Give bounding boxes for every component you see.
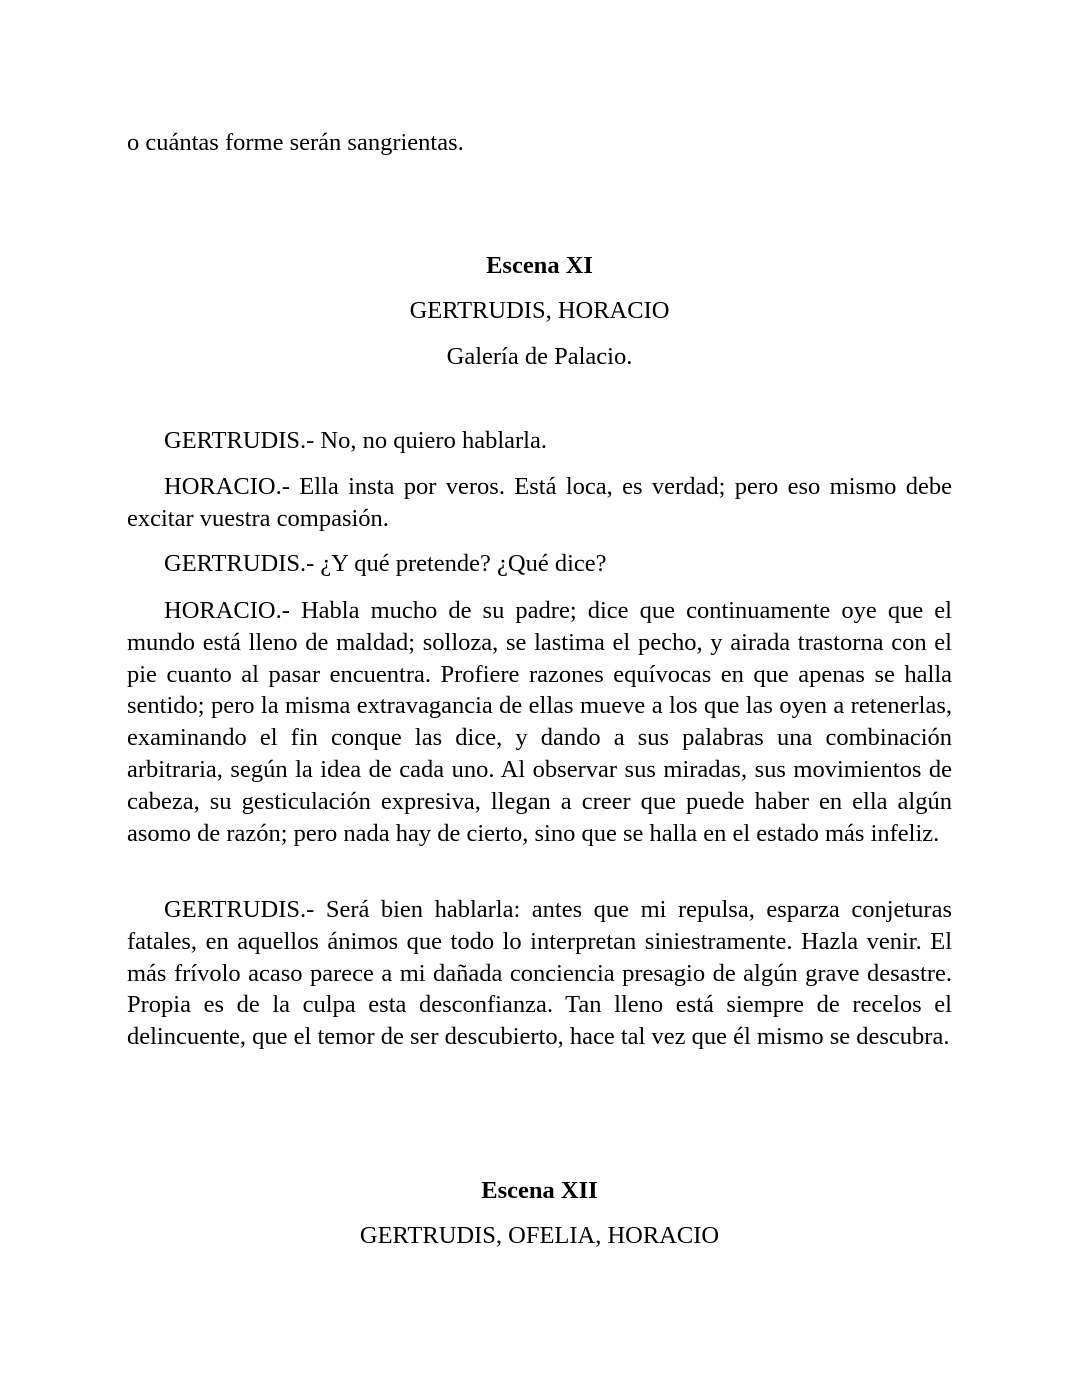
dialogue-line: HORACIO.- Habla mucho de su padre; dice que continuamente oye que el mundo está lleno de maldad; solloza, se lastima el pecho, y airada trastorna con el pie cuanto al pasar encuentra. Profiere razones equívocas en que apenas se halla sentido; pero la misma extravagancia de ellas mueve a los que las oyen a retenerlas, examinando el fin conque las dice, y dando a sus palabras una combinación arbitraria, según la idea de cada uno. Al observar sus miradas, sus movimientos de cabeza, su gesticulación expresiva, llegan a creer que puede haber en ella algún asomo de razón; pero nada hay de cierto, sino que se halla en el estado más infeliz.	[127, 597, 952, 847]
scene-12-characters: GERTRUDIS, OFELIA, HORACIO	[359, 1222, 720, 1249]
scene-11-title: Escena XI	[486, 252, 593, 279]
dialogue-line: HORACIO.- Ella insta por veros. Está loca, es verdad; pero eso mismo debe excitar vuestra compasión.	[127, 473, 952, 532]
document-page	[127, 0, 952, 1397]
scene-11-characters: GERTRUDIS, HORACIO	[409, 297, 670, 324]
continuation-text: o cuántas forme serán sangrientas.	[127, 129, 464, 156]
scene-11-setting: Galería de Palacio.	[446, 343, 633, 370]
dialogue-line: GERTRUDIS.- No, no quiero hablarla.	[164, 427, 547, 454]
dialogue-line: GERTRUDIS.- ¿Y qué pretende? ¿Qué dice?	[164, 550, 607, 577]
scene-12-title: Escena XII	[481, 1177, 598, 1204]
dialogue-line: GERTRUDIS.- Será bien hablarla: antes que mi repulsa, esparza conjeturas fatales, en aquellos ánimos que todo lo interpretan siniestramente. Hazla venir. El más frívolo acaso parece a mi dañada conciencia presagio de algún grave desastre. Propia es de la culpa esta desconfianza. Tan lleno está siempre de recelos el delincuente, que el temor de ser descubierto, hace tal vez que él mismo se descubra.	[127, 896, 952, 1051]
